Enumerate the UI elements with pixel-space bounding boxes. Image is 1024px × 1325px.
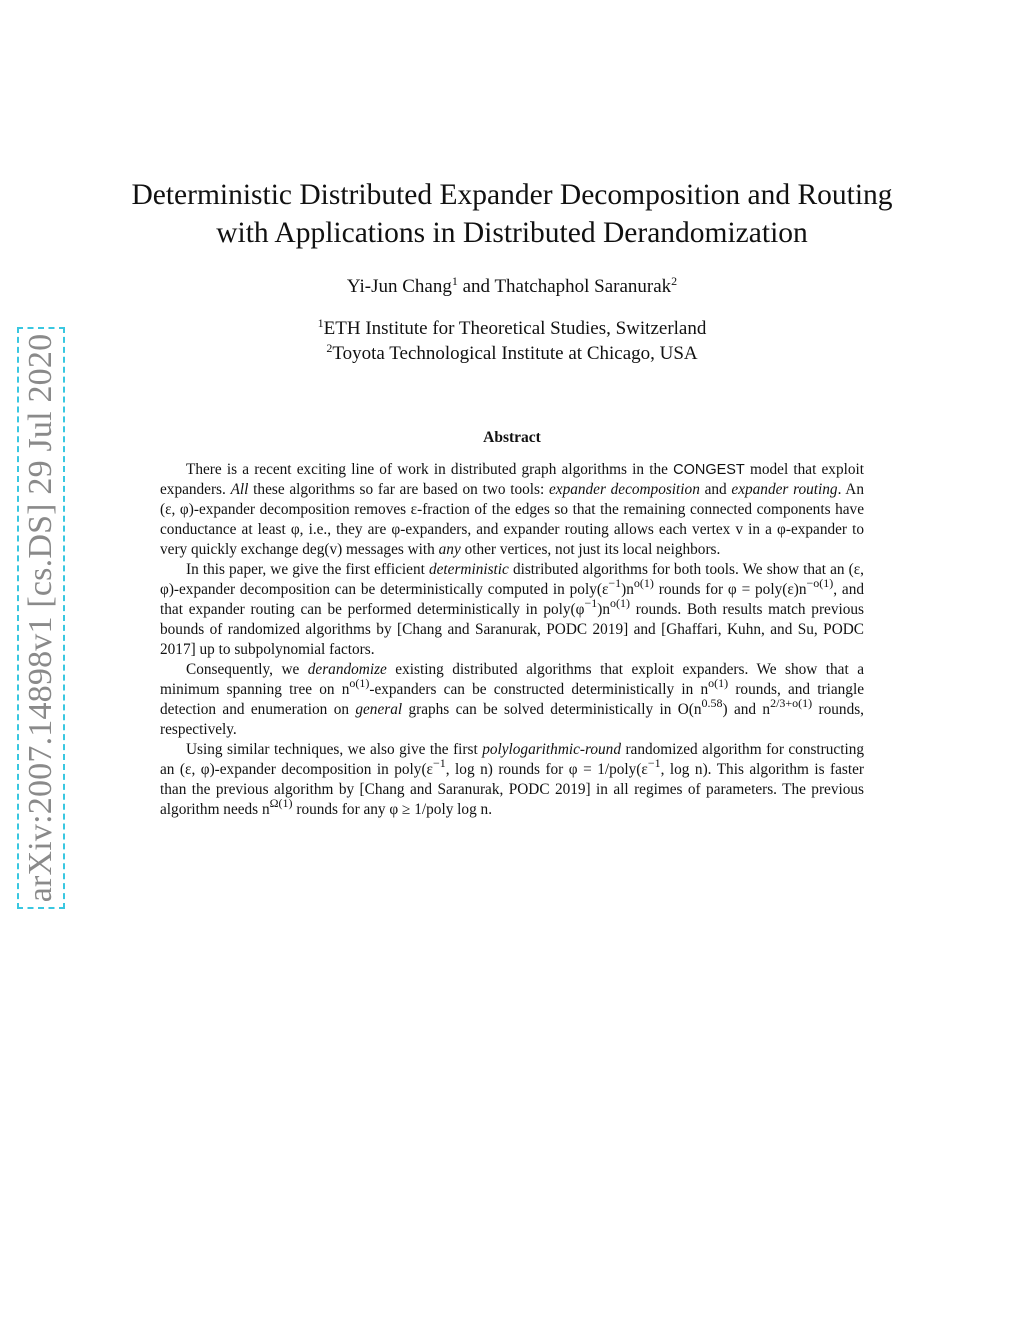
affiliation-name: ETH Institute for Theoretical Studies, Switzerland bbox=[323, 318, 707, 339]
abstract-paragraph: There is a recent exciting line of work in distributed graph algorithms in the CONGEST model that exploit expanders. All these algorithms so far are based on two tools: expander decomposition and expander routing. An (ε, φ)-expander decomposition removes ε-fraction of the edges so that the remaining connected components have conductance at least φ, i.e., they are φ-expanders, and expander routing allows each vertex v in a φ-expander to very quickly exchange deg(v) messages with any other vertices, not just its local neighbors. bbox=[160, 461, 864, 558]
abstract-paragraph: In this paper, we give the first efficient deterministic distributed algorithms for both tools. We show that an (ε, φ)-expander decomposition can be deterministically computed in $poly(\varepsilon^{-1})n^{o(1)}$ rounds for $\varphi = poly(\varepsilon)n^{-o(1)}$, and that expander routing can be performed deterministically in $poly(\varphi^{-1})n^{o(1)}$ rounds. Both results match previous bounds of randomized algorithms by [Chang and Saranurak, PODC 2019] and [Ghaffari, Kuhn, and Su, PODC 2017] up to subpolynomial factors. bbox=[160, 561, 864, 658]
abstract-paragraph: Consequently, we derandomize existing distributed algorithms that exploit expanders. We show that a minimum spanning tree on $n^{o(1)}$-expanders can be constructed deterministically in $n^{o(1)}$ rounds, and triangle detection and enumeration on general graphs can be solved deterministically in $O(n^{0.58})$ and $n^{2/3+o(1)}$ rounds, respectively. bbox=[160, 661, 865, 738]
affiliation-mark: 1 bbox=[451, 274, 458, 288]
arxiv-identifier: arXiv:2007.14898v1 [cs.DS] 29 Jul 2020 bbox=[22, 333, 59, 903]
affiliation-name: Toyota Technological Institute at Chicago, USA bbox=[332, 343, 698, 364]
model-name: CONGEST bbox=[673, 462, 745, 478]
paper-title bbox=[100, 176, 924, 252]
author-list bbox=[100, 274, 924, 300]
abstract-body bbox=[160, 460, 864, 820]
affiliation-mark: 2 bbox=[671, 274, 678, 288]
affiliation bbox=[100, 341, 924, 366]
author-separator: and bbox=[457, 276, 495, 297]
affiliation-mark: 2 bbox=[326, 341, 333, 355]
author-name: Thatchaphol Saranurak bbox=[494, 276, 672, 297]
title-line-1: Deterministic Distributed Expander Decomposition and Routing bbox=[131, 179, 893, 211]
arxiv-stamp bbox=[17, 327, 65, 909]
affiliation-mark: 1 bbox=[317, 316, 324, 330]
abstract-paragraph: Using similar techniques, we also give the first polylogarithmic-round randomized algorithm for constructing an (ε, φ)-expander decomposition in $poly(\varepsilon^{-1}$, log n) rounds for $\varphi = 1/poly(\varepsilon^{-1}$, log n). This algorithm is faster than the previous algorithm by [Chang and Saranurak, PODC 2019] in all regimes of parameters. The previous algorithm needs $n^{\Omega(1)}$ rounds for any φ ≥ 1/poly log n. bbox=[160, 741, 865, 818]
affiliation-list bbox=[100, 316, 924, 366]
affiliation bbox=[100, 316, 924, 341]
author-name: Yi-Jun Chang bbox=[346, 276, 452, 297]
title-line-2: with Applications in Distributed Derandomization bbox=[216, 217, 808, 249]
abstract-heading: Abstract bbox=[483, 429, 541, 446]
